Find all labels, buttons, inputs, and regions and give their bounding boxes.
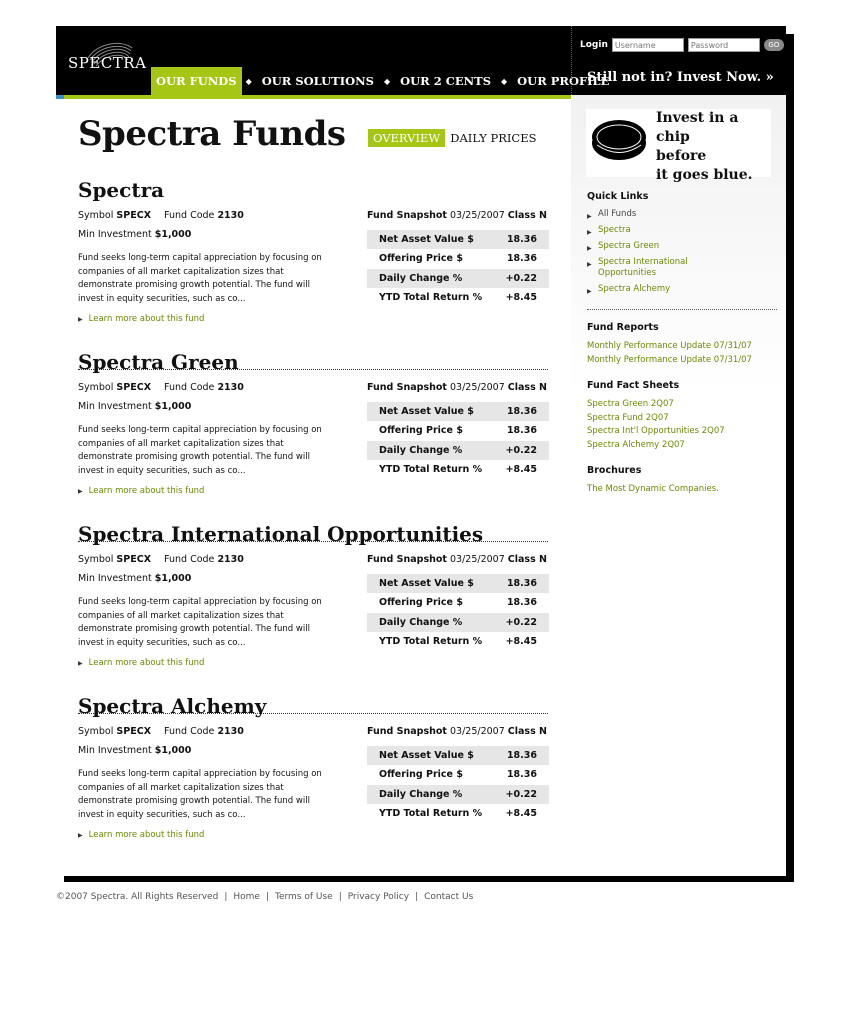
min-value: $1,000 xyxy=(154,573,192,584)
quick-link-label: Spectra Green xyxy=(598,241,660,251)
nav-separator-icon: ◆ xyxy=(383,76,391,86)
fact-sheet-link[interactable]: Spectra Alchemy 2Q07 xyxy=(587,439,685,450)
snapshot-row-value: +0.22 xyxy=(505,272,537,284)
snapshot-row-label: Offering Price $ xyxy=(379,597,463,609)
learn-more-link[interactable] xyxy=(78,486,204,496)
quick-links xyxy=(587,191,777,300)
snapshot-row-value: 18.36 xyxy=(506,769,537,781)
poker-chip-icon xyxy=(589,115,649,165)
arrow-right-icon: ▶ xyxy=(587,245,592,252)
arrow-right-icon: ▶ xyxy=(78,660,83,667)
fund-description: Fund seeks long-term capital appreciation by focusing on companies of all market capitalization sizes that demonstrate promising growth potential. The fund will invest in equity securities, such as co... xyxy=(78,253,322,304)
symbol-label: Symbol xyxy=(78,726,114,737)
page-title: Spectra Funds xyxy=(78,114,346,154)
fund-description: Fund seeks long-term capital appreciation by focusing on companies of all market capitalization sizes that demonstrate promising growth potential. The fund will invest in equity securities, such as co... xyxy=(78,769,322,820)
snapshot-row-label: Daily Change % xyxy=(379,444,463,456)
symbol-label: Symbol xyxy=(78,210,114,221)
snapshot-row-value: +8.45 xyxy=(505,464,537,476)
snapshot-row-value: +0.22 xyxy=(505,616,537,628)
symbol-value: SPECX xyxy=(116,382,152,393)
fund-name: Spectra International Opportunities xyxy=(78,522,484,546)
password-input[interactable] xyxy=(688,38,760,52)
snapshot-row xyxy=(367,230,549,249)
min-value: $1,000 xyxy=(154,229,192,240)
learn-more-text: Learn more about this fund xyxy=(88,314,205,324)
min-label: Min Investment xyxy=(78,401,152,412)
brochures-title: Brochures xyxy=(587,465,642,476)
nav-our-solutions[interactable]: OUR SOLUTIONS xyxy=(261,74,374,88)
snapshot-label: Fund Snapshot xyxy=(367,554,447,565)
brochure-link[interactable]: The Most Dynamic Companies. xyxy=(587,484,719,494)
quick-link-spectra[interactable] xyxy=(587,225,777,236)
code-label: Fund Code xyxy=(164,726,215,737)
snapshot-row xyxy=(367,632,549,651)
snapshot-row xyxy=(367,765,549,784)
symbol-value: SPECX xyxy=(116,726,152,737)
snapshot-class: Class N xyxy=(507,382,547,393)
snapshot-row-label: Daily Change % xyxy=(379,788,463,800)
snapshot-row-label: YTD Total Return % xyxy=(379,808,483,820)
invest-now-link[interactable]: Still not in? Invest Now. » xyxy=(587,70,774,85)
fact-sheet-link[interactable]: Spectra Int'l Opportunities 2Q07 xyxy=(587,426,725,436)
snapshot-row xyxy=(367,402,549,421)
fund-description: Fund seeks long-term capital appreciation by focusing on companies of all market capitalization sizes that demonstrate promising growth potential. The fund will invest in equity securities, such as co... xyxy=(78,597,322,648)
promo-line: it goes blue. xyxy=(656,167,753,183)
quick-link-label: Spectra International Opportunities xyxy=(598,257,688,278)
snapshot-row-value: +0.22 xyxy=(505,444,537,456)
snapshot-row-label: Net Asset Value $ xyxy=(379,750,474,762)
snapshot-date: 03/25/2007 xyxy=(449,726,505,737)
code-label: Fund Code xyxy=(164,382,215,393)
fund-symbol-code xyxy=(78,210,244,221)
learn-more-text: Learn more about this fund xyxy=(88,486,205,496)
footer-link-home[interactable]: Home xyxy=(233,892,260,902)
snapshot-row xyxy=(367,288,549,307)
page-shadow-right xyxy=(786,34,794,882)
arrow-right-icon: ▶ xyxy=(78,832,83,839)
fund-card xyxy=(78,178,548,350)
symbol-label: Symbol xyxy=(78,382,114,393)
snapshot-row xyxy=(367,441,549,460)
accent-bar-blue xyxy=(56,95,64,99)
fund-fact-sheets xyxy=(587,380,777,452)
snapshot-class: Class N xyxy=(507,210,547,221)
footer-link-terms[interactable]: Terms of Use xyxy=(274,892,333,902)
nav-separator-icon: ◆ xyxy=(245,76,252,86)
code-value: 2130 xyxy=(217,554,244,565)
fund-name: Spectra Green xyxy=(78,350,239,374)
snapshot-header xyxy=(367,726,547,737)
promo-text xyxy=(656,109,771,185)
quick-link-all-funds[interactable] xyxy=(587,209,777,220)
arrow-right-icon: ▶ xyxy=(587,288,592,295)
snapshot-table xyxy=(367,402,549,479)
fact-sheet-link[interactable]: Spectra Fund 2Q07 xyxy=(587,412,669,423)
snapshot-date: 03/25/2007 xyxy=(449,554,505,565)
fact-sheets-title: Fund Fact Sheets xyxy=(587,380,680,391)
snapshot-row-label: YTD Total Return % xyxy=(379,464,483,476)
code-value: 2130 xyxy=(217,210,244,221)
snapshot-label: Fund Snapshot xyxy=(367,382,447,393)
snapshot-row-value: 18.36 xyxy=(506,425,537,437)
learn-more-link[interactable] xyxy=(78,314,204,324)
login-form xyxy=(580,38,784,52)
sidebar-divider xyxy=(587,309,777,310)
min-label: Min Investment xyxy=(78,573,152,584)
min-label: Min Investment xyxy=(78,229,152,240)
snapshot-row xyxy=(367,593,549,612)
header xyxy=(56,26,786,95)
snapshot-row xyxy=(367,804,549,823)
snapshot-row-label: Offering Price $ xyxy=(379,425,463,437)
fund-name: Spectra Alchemy xyxy=(78,694,267,718)
snapshot-label: Fund Snapshot xyxy=(367,210,447,221)
snapshot-date: 03/25/2007 xyxy=(449,210,505,221)
footer-link-contact[interactable]: Contact Us xyxy=(424,892,474,902)
view-tabs xyxy=(368,129,541,147)
fund-name: Spectra xyxy=(78,178,165,202)
page-shadow-bottom xyxy=(64,876,794,882)
fund-reports-title: Fund Reports xyxy=(587,322,659,333)
tab-overview[interactable]: OVERVIEW xyxy=(368,129,445,147)
snapshot-date: 03/25/2007 xyxy=(449,382,505,393)
fund-card xyxy=(78,522,548,694)
snapshot-class: Class N xyxy=(507,726,547,737)
snapshot-class: Class N xyxy=(507,554,547,565)
main-nav xyxy=(151,67,615,95)
nav-our-funds[interactable]: OUR FUNDS xyxy=(151,67,242,95)
snapshot-row-value: 18.36 xyxy=(506,406,537,418)
snapshot-row-value: 18.36 xyxy=(506,234,537,246)
symbol-value: SPECX xyxy=(116,210,152,221)
snapshot-header xyxy=(367,382,547,393)
snapshot-row-value: 18.36 xyxy=(506,253,537,265)
code-value: 2130 xyxy=(217,382,244,393)
snapshot-row xyxy=(367,249,549,268)
snapshot-row-value: 18.36 xyxy=(506,597,537,609)
username-input[interactable] xyxy=(612,38,684,52)
promo-line: before xyxy=(656,148,707,164)
footer: ©2007 Spectra. All Rights Reserved | Home | Terms of Use | Privacy Policy | Contact Us xyxy=(56,892,474,902)
snapshot-row-label: Daily Change % xyxy=(379,616,463,628)
arrow-right-icon: ▶ xyxy=(587,229,592,236)
learn-more-text: Learn more about this fund xyxy=(88,830,205,840)
fund-card xyxy=(78,694,548,866)
snapshot-row-value: +0.22 xyxy=(505,788,537,800)
snapshot-row-label: Daily Change % xyxy=(379,272,463,284)
arrow-right-icon: ▶ xyxy=(587,213,592,220)
code-label: Fund Code xyxy=(164,210,215,221)
fund-report-link[interactable]: Monthly Performance Update 07/31/07 xyxy=(587,354,752,365)
snapshot-label: Fund Snapshot xyxy=(367,726,447,737)
page-container xyxy=(56,26,786,876)
nav-our-2-cents[interactable]: OUR 2 CENTS xyxy=(400,74,491,88)
snapshot-table xyxy=(367,574,549,651)
fund-min-investment xyxy=(78,745,191,756)
nav-our-profile[interactable]: OUR PROFILE xyxy=(517,74,610,88)
fund-report-link[interactable]: Monthly Performance Update 07/31/07 xyxy=(587,341,752,351)
min-value: $1,000 xyxy=(154,401,192,412)
snapshot-row xyxy=(367,613,549,632)
snapshot-row-value: +8.45 xyxy=(505,292,537,304)
fund-symbol-code xyxy=(78,726,244,737)
brochures xyxy=(587,465,777,497)
snapshot-row xyxy=(367,746,549,765)
snapshot-row-label: Offering Price $ xyxy=(379,769,463,781)
footer-link-privacy[interactable]: Privacy Policy xyxy=(347,892,410,902)
snapshot-header xyxy=(367,554,547,565)
code-value: 2130 xyxy=(217,726,244,737)
fund-symbol-code xyxy=(78,554,244,565)
learn-more-text: Learn more about this fund xyxy=(88,658,205,668)
snapshot-row xyxy=(367,269,549,288)
snapshot-row-label: Net Asset Value $ xyxy=(379,406,474,418)
fund-min-investment xyxy=(78,573,191,584)
accent-bar xyxy=(56,95,571,99)
snapshot-header xyxy=(367,210,547,221)
snapshot-row-label: Net Asset Value $ xyxy=(379,578,474,590)
quick-link-spectra-alchemy[interactable] xyxy=(587,284,777,295)
arrow-right-icon: ▶ xyxy=(587,261,592,268)
login-label: Login xyxy=(580,40,608,50)
go-button[interactable]: GO xyxy=(764,39,784,51)
snapshot-table xyxy=(367,230,549,307)
snapshot-row-label: Net Asset Value $ xyxy=(379,234,474,246)
logo-text: SPECTRA xyxy=(68,54,147,72)
quick-link-spectra-international[interactable] xyxy=(587,257,708,279)
symbol-value: SPECX xyxy=(116,554,152,565)
quick-links-title: Quick Links xyxy=(587,191,649,202)
symbol-label: Symbol xyxy=(78,554,114,565)
learn-more-link[interactable] xyxy=(78,658,204,668)
quick-link-label: All Funds xyxy=(598,209,637,219)
snapshot-table xyxy=(367,746,549,823)
fund-description: Fund seeks long-term capital appreciation by focusing on companies of all market capitalization sizes that demonstrate promising growth potential. The fund will invest in equity securities, such as co... xyxy=(78,425,322,476)
learn-more-link[interactable] xyxy=(78,830,204,840)
min-label: Min Investment xyxy=(78,745,152,756)
fund-symbol-code xyxy=(78,382,244,393)
arrow-right-icon: ▶ xyxy=(78,316,83,323)
tab-daily-prices[interactable]: DAILY PRICES xyxy=(450,131,537,145)
header-divider xyxy=(571,26,573,95)
snapshot-row-label: YTD Total Return % xyxy=(379,636,483,648)
nav-separator-icon: ◆ xyxy=(501,76,508,86)
promo-banner[interactable] xyxy=(586,109,771,183)
snapshot-row xyxy=(367,421,549,440)
fund-min-investment xyxy=(78,229,191,240)
min-value: $1,000 xyxy=(154,745,192,756)
snapshot-row xyxy=(367,460,549,479)
snapshot-row xyxy=(367,574,549,593)
fund-min-investment xyxy=(78,401,191,412)
promo-line: Invest in a chip xyxy=(656,110,739,145)
fund-card xyxy=(78,350,548,522)
snapshot-row-value: 18.36 xyxy=(506,750,537,762)
arrow-right-icon: ▶ xyxy=(78,488,83,495)
snapshot-row-label: YTD Total Return % xyxy=(379,292,483,304)
snapshot-row-value: +8.45 xyxy=(505,636,537,648)
snapshot-row xyxy=(367,785,549,804)
code-label: Fund Code xyxy=(164,554,215,565)
fact-sheet-link[interactable]: Spectra Green 2Q07 xyxy=(587,399,674,409)
snapshot-row-label: Offering Price $ xyxy=(379,253,463,265)
snapshot-row-value: +8.45 xyxy=(505,808,537,820)
copyright: ©2007 Spectra. All Rights Reserved xyxy=(56,892,219,902)
quick-link-label: Spectra Alchemy xyxy=(598,284,671,294)
fund-reports xyxy=(587,322,777,367)
quick-link-spectra-green[interactable] xyxy=(587,241,777,252)
quick-link-label: Spectra xyxy=(598,225,631,235)
snapshot-row-value: 18.36 xyxy=(506,578,537,590)
